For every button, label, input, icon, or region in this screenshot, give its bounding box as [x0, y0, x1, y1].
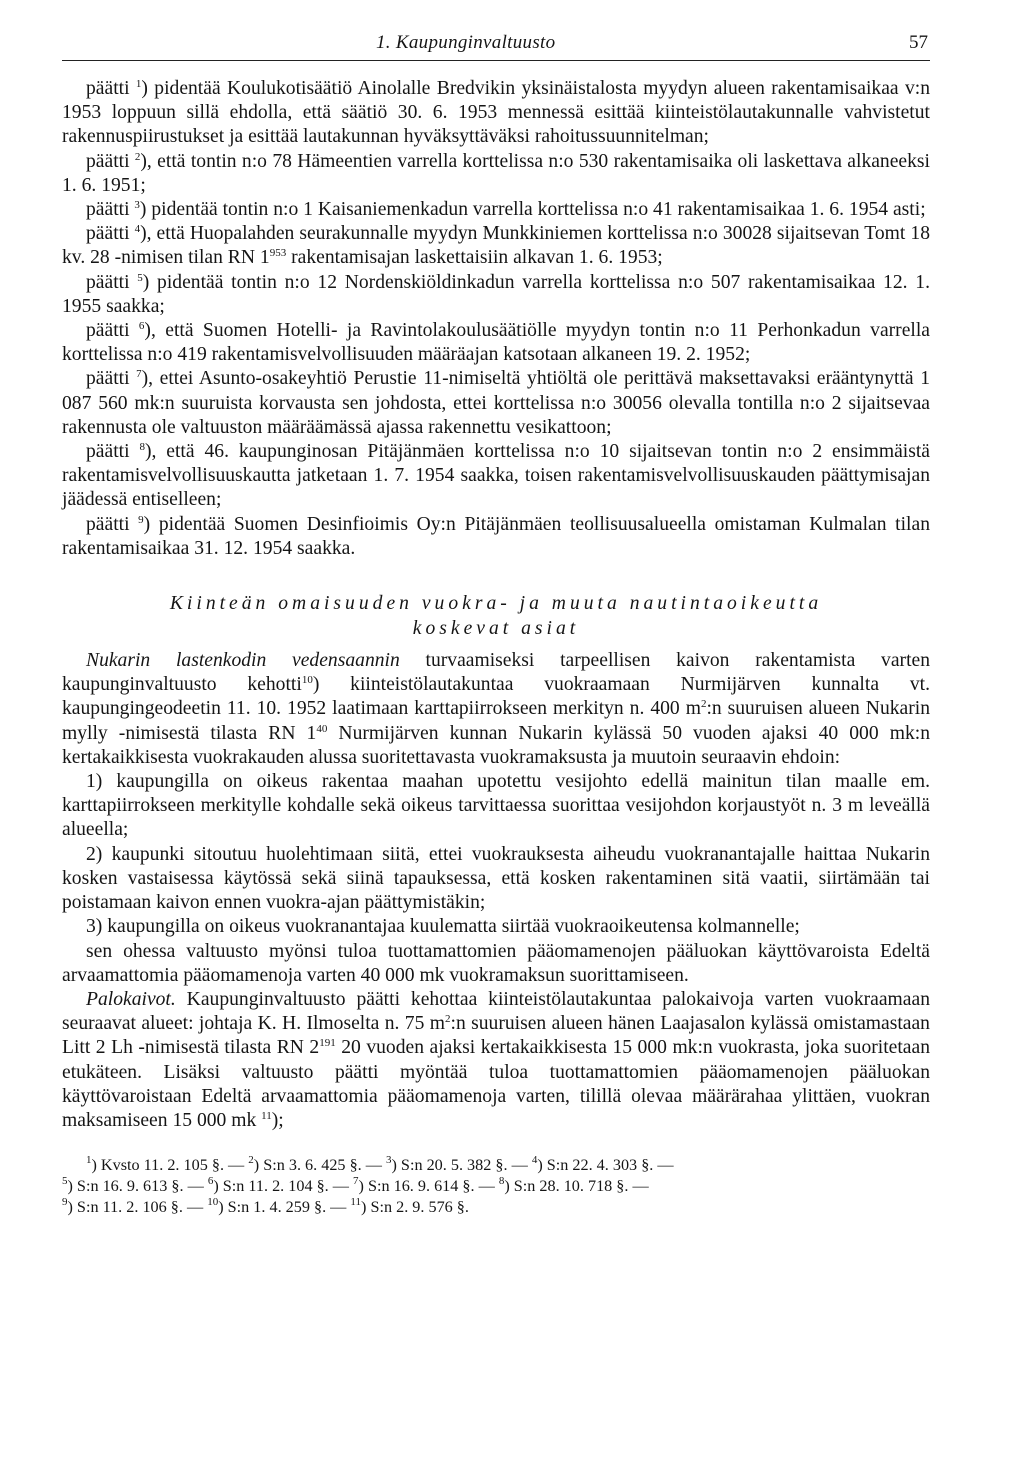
decision-paragraph: päätti $^4$), että Huopalahden seurakunnalle myydyn Munkkiniemen korttelissa n:o 30028 sijaitsevan Tomt 18 kv. 28 -nimisen tilan RN $1^{953}$ rakentamisajan laskettaisiin alkavan 1. 6. 1953; — [62, 223, 930, 269]
document-page — [62, 30, 930, 1218]
decision-paragraph: päätti $^3$) pidentää tontin n:o 1 Kaisaniemenkadun varrella korttelissa n:o 41 rakentamisaikaa 1. 6. 1954 asti; — [86, 199, 926, 221]
header-title: 1. Kaupunginvaltuusto — [376, 32, 556, 53]
footnote-marker: 5 — [137, 271, 143, 284]
body-text — [62, 77, 930, 1133]
condition-item: 2) kaupunki sitoutuu huolehtimaan siitä, ettei vuokrauksesta aiheudu vuokranantajalle haittaa Nukarin kosken vastaisessa käytössä sekä siinä tapauksessa, että kosken rakentaminen sitä vaatii, siirtämään tai poistamaan kaivon ennen vuokra-ajan päättymistäkin; — [62, 843, 930, 914]
footnote-marker: 7 — [136, 368, 142, 381]
decision-paragraph: päätti $^6$), että Suomen Hotelli- ja Ravintolakoulusäätiölle myydyn tontin n:o 11 Perhonkadun varrella korttelissa n:o 419 rakentamisvelvollisuuden määräajan katsotaan alkaneen 19. 2. 1952; — [62, 320, 930, 366]
footnote-marker: 11 — [261, 1109, 272, 1122]
footnote-marker: 8 — [139, 441, 145, 454]
running-header — [62, 30, 930, 58]
condition-item: 1) kaupungilla on oikeus rakentaa maahan upotettu vesijohto edellä mainitun tilan maalle em. karttapiirrokseen merkitylle kohdalle sekä oikeus tarvittaessa suorittaa vesijohdon korjaustyöt n. 3 m leveällä alueella; — [62, 771, 930, 841]
funding-paragraph: sen ohessa valtuusto myönsi tuloa tuottamattomien pääomamenojen pääluokan käyttövaroista Edeltä arvaamattomia pääomamenoja varten 40 000 mk vuokramaksun suorittamiseen. — [62, 940, 930, 986]
section-heading — [62, 591, 930, 641]
footnotes — [62, 1155, 930, 1218]
footnote-marker: 1 — [135, 78, 142, 90]
footnote-marker: 6 — [138, 320, 145, 333]
decision-paragraph: päätti $^8$), että 46. kaupunginosan Pitäjänmäen korttelissa n:o 10 sijaitsevan tontin n:o 2 ensimmäistä rakentamisvelvollisuuskautta jatketaan 1. 7. 1954 saakka, toisen rakentamisvelvollisuuskauden päättymisajan jäädessä entiselleen; — [62, 441, 930, 511]
decision-paragraph: päätti $^5$) pidentää tontin n:o 12 Nordenskiöldinkadun varrella korttelissa n:o 507 rakentamisaikaa 12. 1. 1955 saakka; — [62, 271, 930, 317]
footnote-line: $^5$) S:n 16. 9. 613 §. — $^6$) S:n 11. 2. 104 §. — $^7$) S:n 16. 9. 614 §. — $^8$) S:n 28. 10. 718 §. — — [62, 1175, 649, 1196]
footnote-marker: 10 — [301, 674, 313, 687]
page-number: 57 — [909, 32, 928, 53]
superscript-number: 191 — [319, 1037, 336, 1050]
footnote-marker: 3 — [134, 199, 140, 212]
topic-lead: Nukarin lastenkodin vedensaannin — [86, 650, 400, 672]
superscript-number: 40 — [316, 722, 328, 735]
decision-paragraph: päätti $^2$), että tontin n:o 78 Hämeentien varrella korttelissa n:o 530 rakentamisaika oli laskettava alkaneeksi 1. 6. 1951; — [62, 150, 930, 196]
nukari-paragraph: Nukarin lastenkodin vedensaannin turvaamiseksi tarpeellisen kaivon rakentamista varten kaupunginvaltuusto kehotti$^{10}$) kiinteistölautakuntaa vuokraamaan Nurmijärven kunnalta vt. kaupungingeodeetin 11. 10. 1952 laatimaan karttapiirrokseen merkityn n. 400 $m^2:n$ suuruisen alueen Nukarin mylly -nimisestä tilasta RN $1^{40}$ Nurmijärven kunnan Nukarin kylässä 50 vuoden ajaksi 40 000 mk:n kertakaikkisesta vuokrakauden alussa suoritettavasta vuokramaksusta ja muutoin seuraavin ehdoin: — [62, 650, 930, 768]
footnote-marker: 2 — [134, 150, 141, 163]
footnote-line: $^1$) Kvsto 11. 2. 105 §. — $^2$) S:n 3. 6. 425 §. — $^3$) S:n 20. 5. 382 §. — $^4$) S:n 22. 4. 303 §. — — [86, 1154, 674, 1175]
footnote-marker: 4 — [134, 223, 141, 236]
footnote-line: $^9$) S:n 11. 2. 106 §. — $^{10}$) S:n 1. 4. 259 §. — $^{11}$) S:n 2. 9. 576 §. — [62, 1196, 469, 1217]
superscript-number: 2 — [700, 698, 707, 711]
footnote-marker: 9 — [138, 513, 144, 526]
decision-paragraph: päätti $^1$) pidentää Koulukotisäätiö Ainolalle Bredvikin yksinäistalosta myydyn alueen rakentamisaikaa v:n 1953 loppuun sillä ehdolla, että säätiö 30. 6. 1953 mennessä esittää kiinteistölautakunnalle vahvistetut rakennuspiirustukset ja esittää lautakunnan hyväksyttäväksi rahoitussuunnitelman; — [62, 78, 930, 148]
section-heading-line: Kiinteän omaisuuden vuokra- ja muuta nautintaoikeutta — [169, 593, 823, 615]
decision-paragraph: päätti $^9$) pidentää Suomen Desinfioimis Oy:n Pitäjänmäen teollisuusalueella omistaman Kulmalan tilan rakentamisaikaa 31. 12. 1954 saakka. — [62, 513, 930, 559]
palokaivot-paragraph: Palokaivot. Kaupunginvaltuusto päätti kehottaa kiinteistölautakuntaa palokaivoja varten vuokraamaan seuraavat alueet: johtaja K. H. Ilmoselta n. 75 $m^2:n$ suuruisen alueen hänen Laajasalon kylässä omistamastaan Litt 2 Lh -nimisestä tilasta RN $2^{191}$ 20 vuoden ajaksi kertakaikkisesta 15 000 mk:n vuokrasta, joka suoritetaan etukäteen. Lisäksi valtuusto päätti myöntää tuloa tuottamattomien pääomamenojen pääluokan käyttövaroistaan Edeltä arvaamattomia pääomamenoja varten, tilillä olevaa määrärahaa ylittäen, vuokran maksamiseen 15 000 mk $^{11}$); — [62, 988, 930, 1131]
section-heading-line: koskevat asiat — [412, 618, 580, 640]
topic-lead: Palokaivot. — [86, 988, 176, 1010]
superscript-number: 953 — [269, 247, 287, 260]
superscript-number: 2 — [445, 1013, 451, 1026]
condition-item: 3) kaupungilla on oikeus vuokranantajaa kuulematta siirtää vuokraoikeutensa kolmannelle; — [86, 916, 800, 938]
header-rule — [62, 60, 930, 61]
decision-paragraph: päätti $^7$), ettei Asunto-osakeyhtiö Perustie 11-nimiseltä yhtiöltä ole perittävä maksettavaksi erääntynyttä 1 087 560 mk:n suuruista korvausta sen johdosta, ettei korttelissa n:o 30056 olevalla tontilla n:o 2 sijaitsevaa rakennusta ole valtuuston määräämässä ajassa rakennettu vesikattoon; — [62, 368, 931, 438]
